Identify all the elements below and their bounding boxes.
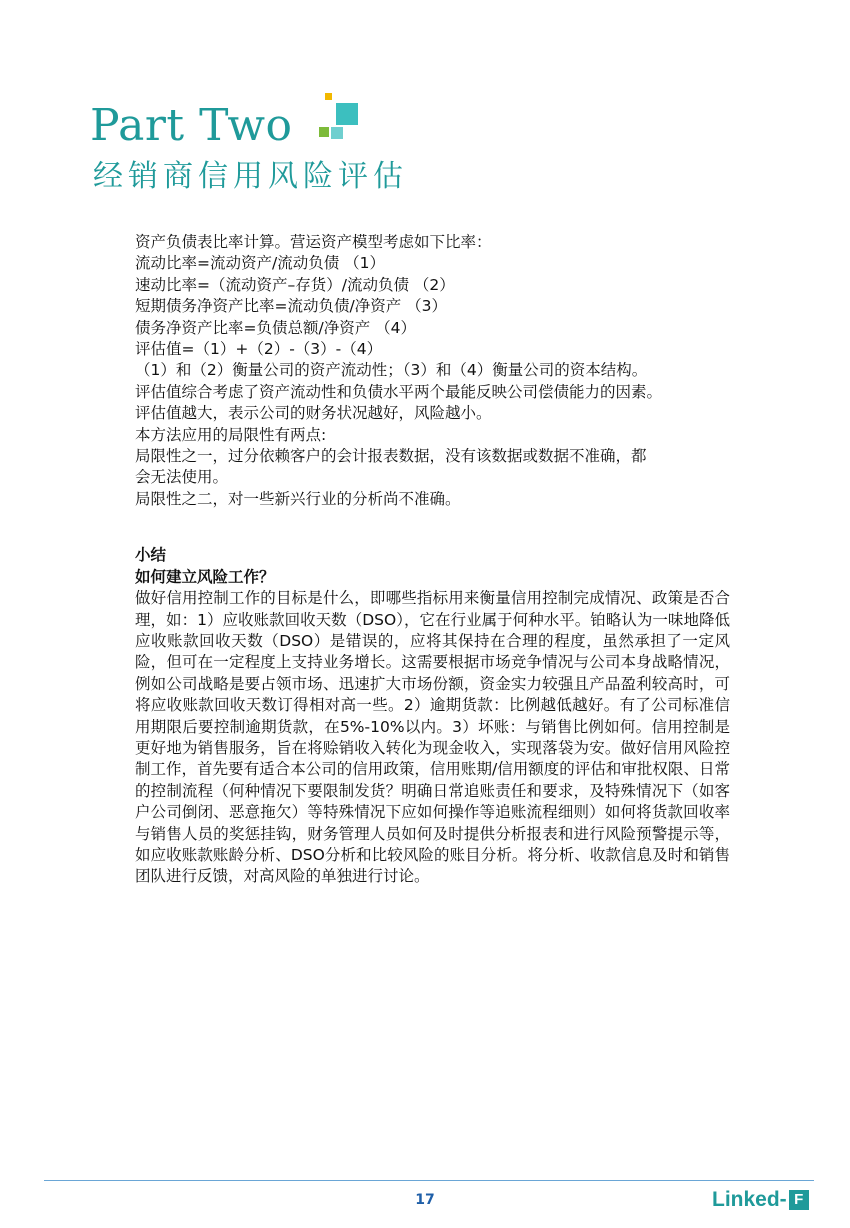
text-line: 会无法使用。 [135,468,229,487]
brand-logo [712,1188,809,1212]
text-line: 短期债务净资产比率=流动负债/净资产 （3） [135,297,447,316]
text-line: 评估值=（1）+（2）-（3）-（4） [135,340,383,359]
part-title: Part Two [90,100,293,151]
text-line: 本方法应用的局限性有两点: [135,425,327,444]
text-line: 局限性之二，对一些新兴行业的分析尚不准确。 [135,489,461,508]
part-subtitle: 经销商信用风险评估 [93,159,408,194]
section-gap [135,510,730,545]
summary-paragraph: 做好信用控制工作的目标是什么，即哪些指标用来衡量信用控制完成情况、政策是否合理，如：1）应收账款回收天数（DSO），它在行业属于何种水平。铂略认为一味地降低应收账款回收天数（DSO）是错误的，应将其保持在合理的程度，虽然承担了一定风险，但可在一定程度上支持业务增长。这需要根据市场竞争情况与公司本身战略情况，例如公司战略是要占领市场、迅速扩大市场份额，资金实力较强且产品盈利较高时，可将应收账款回收天数订得相对高一些。2）逾期货款：比例越低越好。有了公司标准信用期限后要控制逾期货款，在5%-10%以内。3）坏账：与销售比例如何。信用控制是更好地为销售服务，旨在将赊销收入转化为现金收入，实现落袋为安。做好信用风险控制工作，首先要有适合本公司的信用政策，信用账期/信用额度的评估和审批权限、日常的控制流程（何种情况下要限制发货？明确日常追账责任和要求，及特殊情况下（如客户公司倒闭、恶意拖欠）等特殊情况下应如何操作等追账流程细则）如何将货款回收率与销售人员的奖惩挂钩，财务管理人员如何及时提供分析报表和进行风险预警提示等，如应收账款账龄分析、DSO分析和比较风险的账目分析。将分析、收款信息及时和销售团队进行反馈，对高风险的单独进行讨论。 [135,589,730,886]
brand-mark-icon: F [789,1190,809,1210]
summary-heading: 小结 [135,546,167,565]
text-line: 速动比率=（流动资产–存货）/流动负债 （2） [135,275,455,294]
text-line: 评估值综合考虑了资产流动性和负债水平两个最能反映公司偿债能力的因素。 [135,382,663,401]
text-line: 评估值越大，表示公司的财务状况越好，风险越小。 [135,404,492,423]
body-content [135,232,730,888]
text-line: 债务净资产比率=负债总额/净资产 （4） [135,318,416,337]
text-line: 流动比率=流动资产/流动负债 （1） [135,254,385,273]
text-line: 局限性之一，过分依赖客户的会计报表数据，没有该数据或数据不准确，都 [135,447,647,466]
text-line: 资产负债表比率计算。营运资产模型考虑如下比率： [135,233,492,251]
subsection-heading: 如何建立风险工作？ [135,567,275,586]
decorative-square-lightteal [331,127,343,139]
decorative-square-teal [336,103,358,125]
brand-text: Linked- [712,1188,787,1211]
footer-divider [44,1180,814,1181]
decorative-square-yellow [325,93,332,100]
text-line: （1）和（2）衡量公司的资产流动性；（3）和（4）衡量公司的资本结构。 [135,361,648,380]
decorative-square-green [319,127,329,137]
page-number: 17 [415,1192,435,1208]
